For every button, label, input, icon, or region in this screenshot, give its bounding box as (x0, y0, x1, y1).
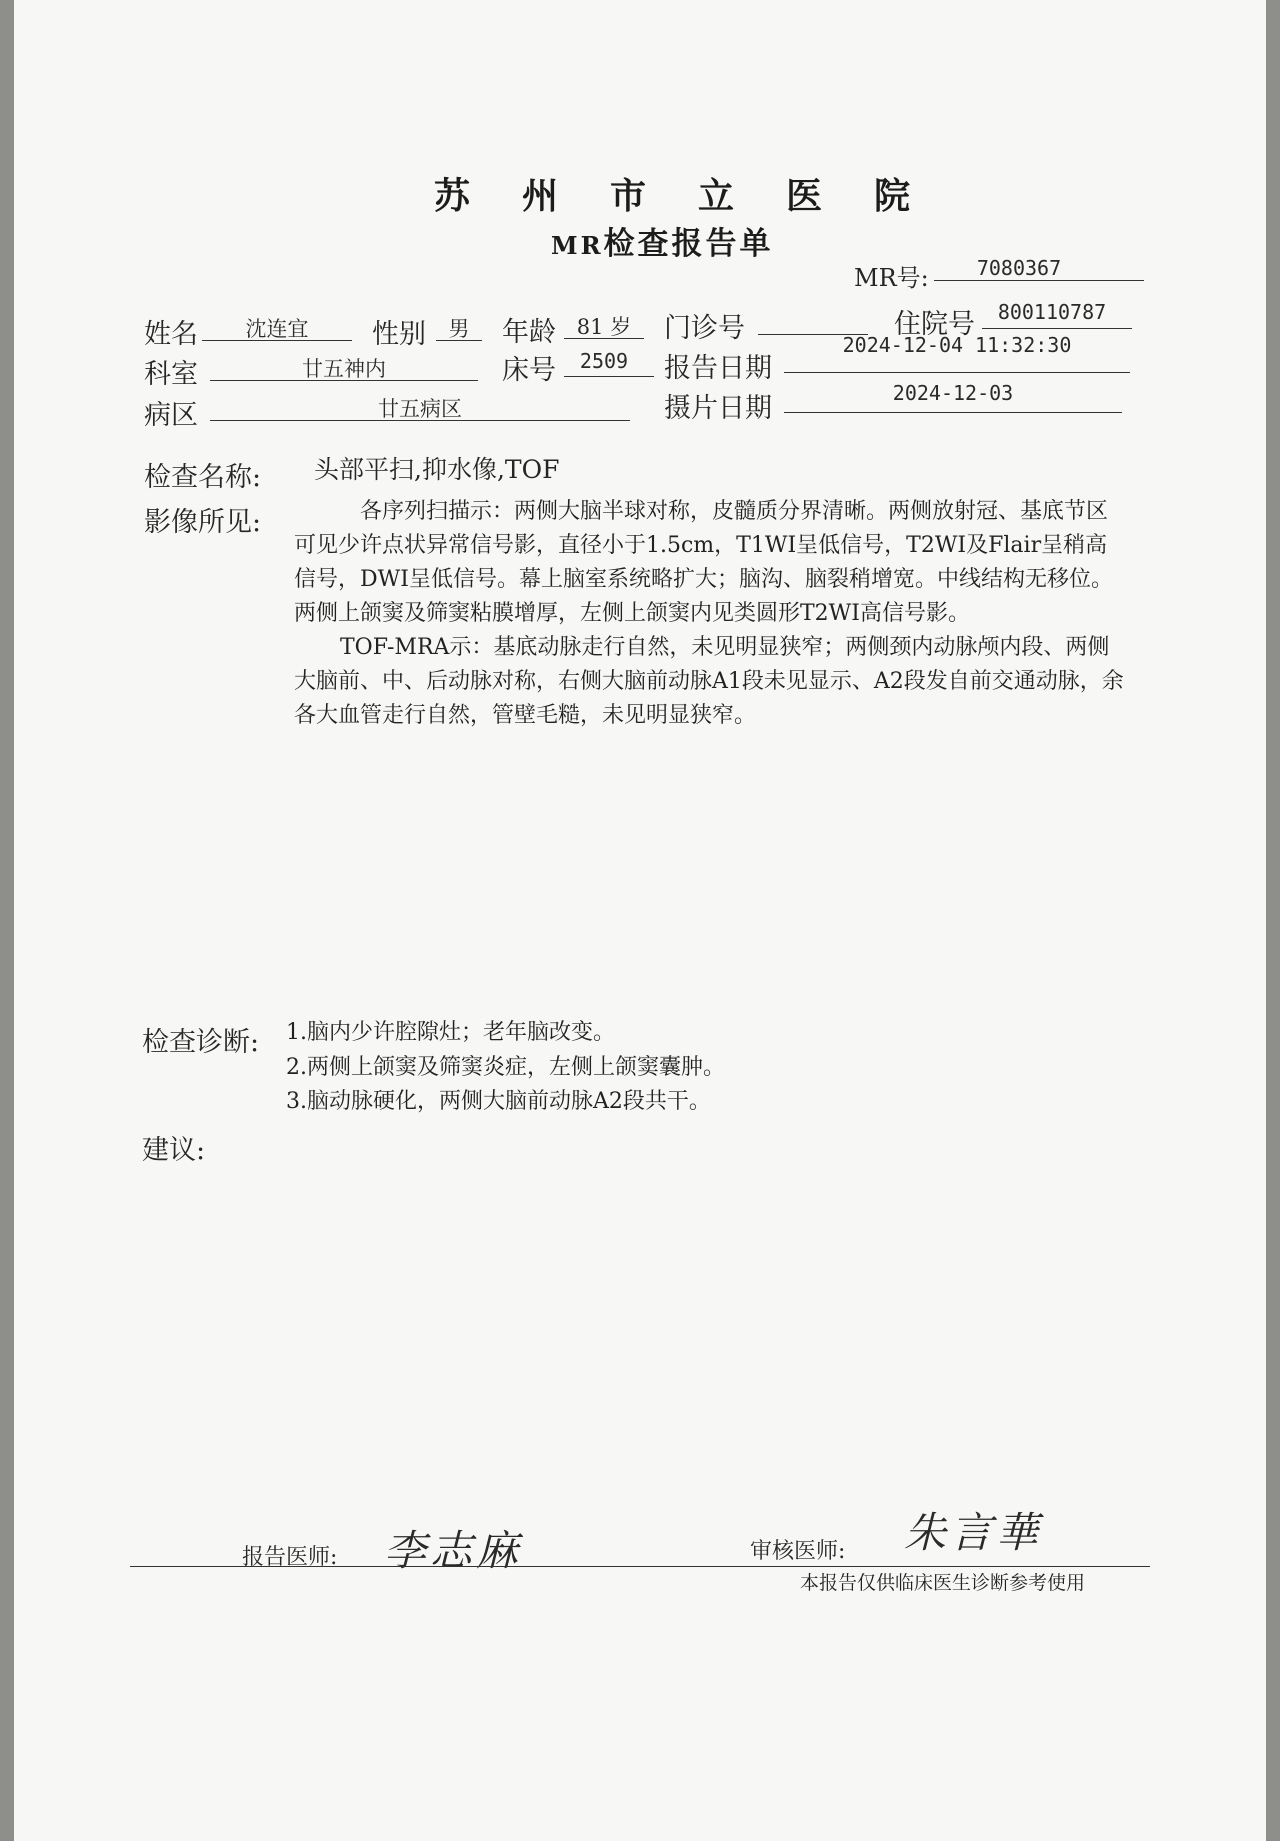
sex-label: 性别 (372, 319, 426, 350)
report-date-value: 2024-12-04 11:32:30 (842, 333, 1072, 357)
footer-rule (130, 1566, 1150, 1567)
diagnosis-item-2: 2.两侧上颌窦及筛窦炎症，左侧上颌窦囊肿。 (286, 1055, 725, 1080)
patient-age: 81 岁 (576, 315, 632, 339)
reviewer-signature: 朱言華 (904, 1508, 1043, 1557)
mr-number: 7080367 (976, 256, 1062, 280)
reporter-signature: 李志麻 (384, 1526, 523, 1575)
bed-label: 床号 (502, 355, 556, 386)
report-title-text: 检查报告单 (603, 226, 774, 262)
diagnosis-item-1: 1.脑内少许腔隙灶；老年脑改变。 (286, 1020, 615, 1045)
exam-name-value: 头部平扫,抑水像,TOF (314, 455, 560, 484)
mr-label: MR号: (854, 264, 929, 292)
exam-name-label: 检查名称: (144, 462, 262, 493)
patient-name: 沈连宜 (245, 317, 309, 341)
diagnosis-item-3: 3.脑动脉硬化，两侧大脑前动脉A2段共干。 (286, 1089, 711, 1114)
dept-value: 廿五神内 (302, 357, 386, 381)
outpatient-label: 门诊号 (664, 313, 745, 344)
report-paper (14, 0, 1266, 1841)
findings-paragraph-1: 各序列扫描示：两侧大脑半球对称，皮髓质分界清晰。两侧放射冠、基底节区可见少许点状异常信号影，直径小于1.5cm，T1WI呈低信号，T2WI及Flair呈稍高信号，DWI呈低信号。幕上脑室系统略扩大；脑沟、脑裂稍增宽。中线结构无移位。两侧上颌窦及筛窦粘膜增厚，左侧上颌窦内见类圆形T2WI高信号影。 (294, 499, 1113, 626)
inpatient-label: 住院号 (894, 309, 975, 340)
patient-sex: 男 (448, 317, 470, 341)
age-label: 年龄 (502, 317, 556, 348)
report-title-prefix: MR (551, 231, 604, 260)
reviewer-label: 审核医师: (750, 1539, 846, 1564)
findings-body (294, 495, 1124, 733)
inpatient-number: 800110787 (997, 300, 1107, 324)
ward-value: 廿五病区 (378, 397, 462, 421)
hospital-name: 苏州市立医院 (434, 175, 963, 217)
diagnosis-label: 检查诊断: (142, 1027, 260, 1058)
report-title (551, 218, 774, 263)
dept-label: 科室 (144, 359, 198, 390)
disclaimer: 本报告仅供临床医生诊断参考使用 (800, 1572, 1086, 1594)
scan-date-value: 2024-12-03 (892, 381, 1014, 405)
ward-label: 病区 (144, 400, 198, 431)
bed-value: 2509 (579, 349, 629, 373)
outpatient-underline (758, 298, 868, 335)
scan-date-label: 摄片日期 (664, 393, 772, 424)
findings-label: 影像所见: (144, 507, 262, 538)
findings-paragraph-2: TOF-MRA示：基底动脉走行自然，未见明显狭窄；两侧颈内动脉颅内段、两侧大脑前、中、后动脉对称，右侧大脑前动脉A1段未见显示、A2段发自前交通动脉，余各大血管走行自然，管壁毛糙，未见明显狭窄。 (294, 635, 1124, 728)
name-label: 姓名 (144, 319, 198, 350)
reporter-label: 报告医师: (242, 1545, 338, 1570)
advice-label: 建议: (142, 1135, 206, 1166)
report-date-label: 报告日期 (664, 353, 772, 384)
